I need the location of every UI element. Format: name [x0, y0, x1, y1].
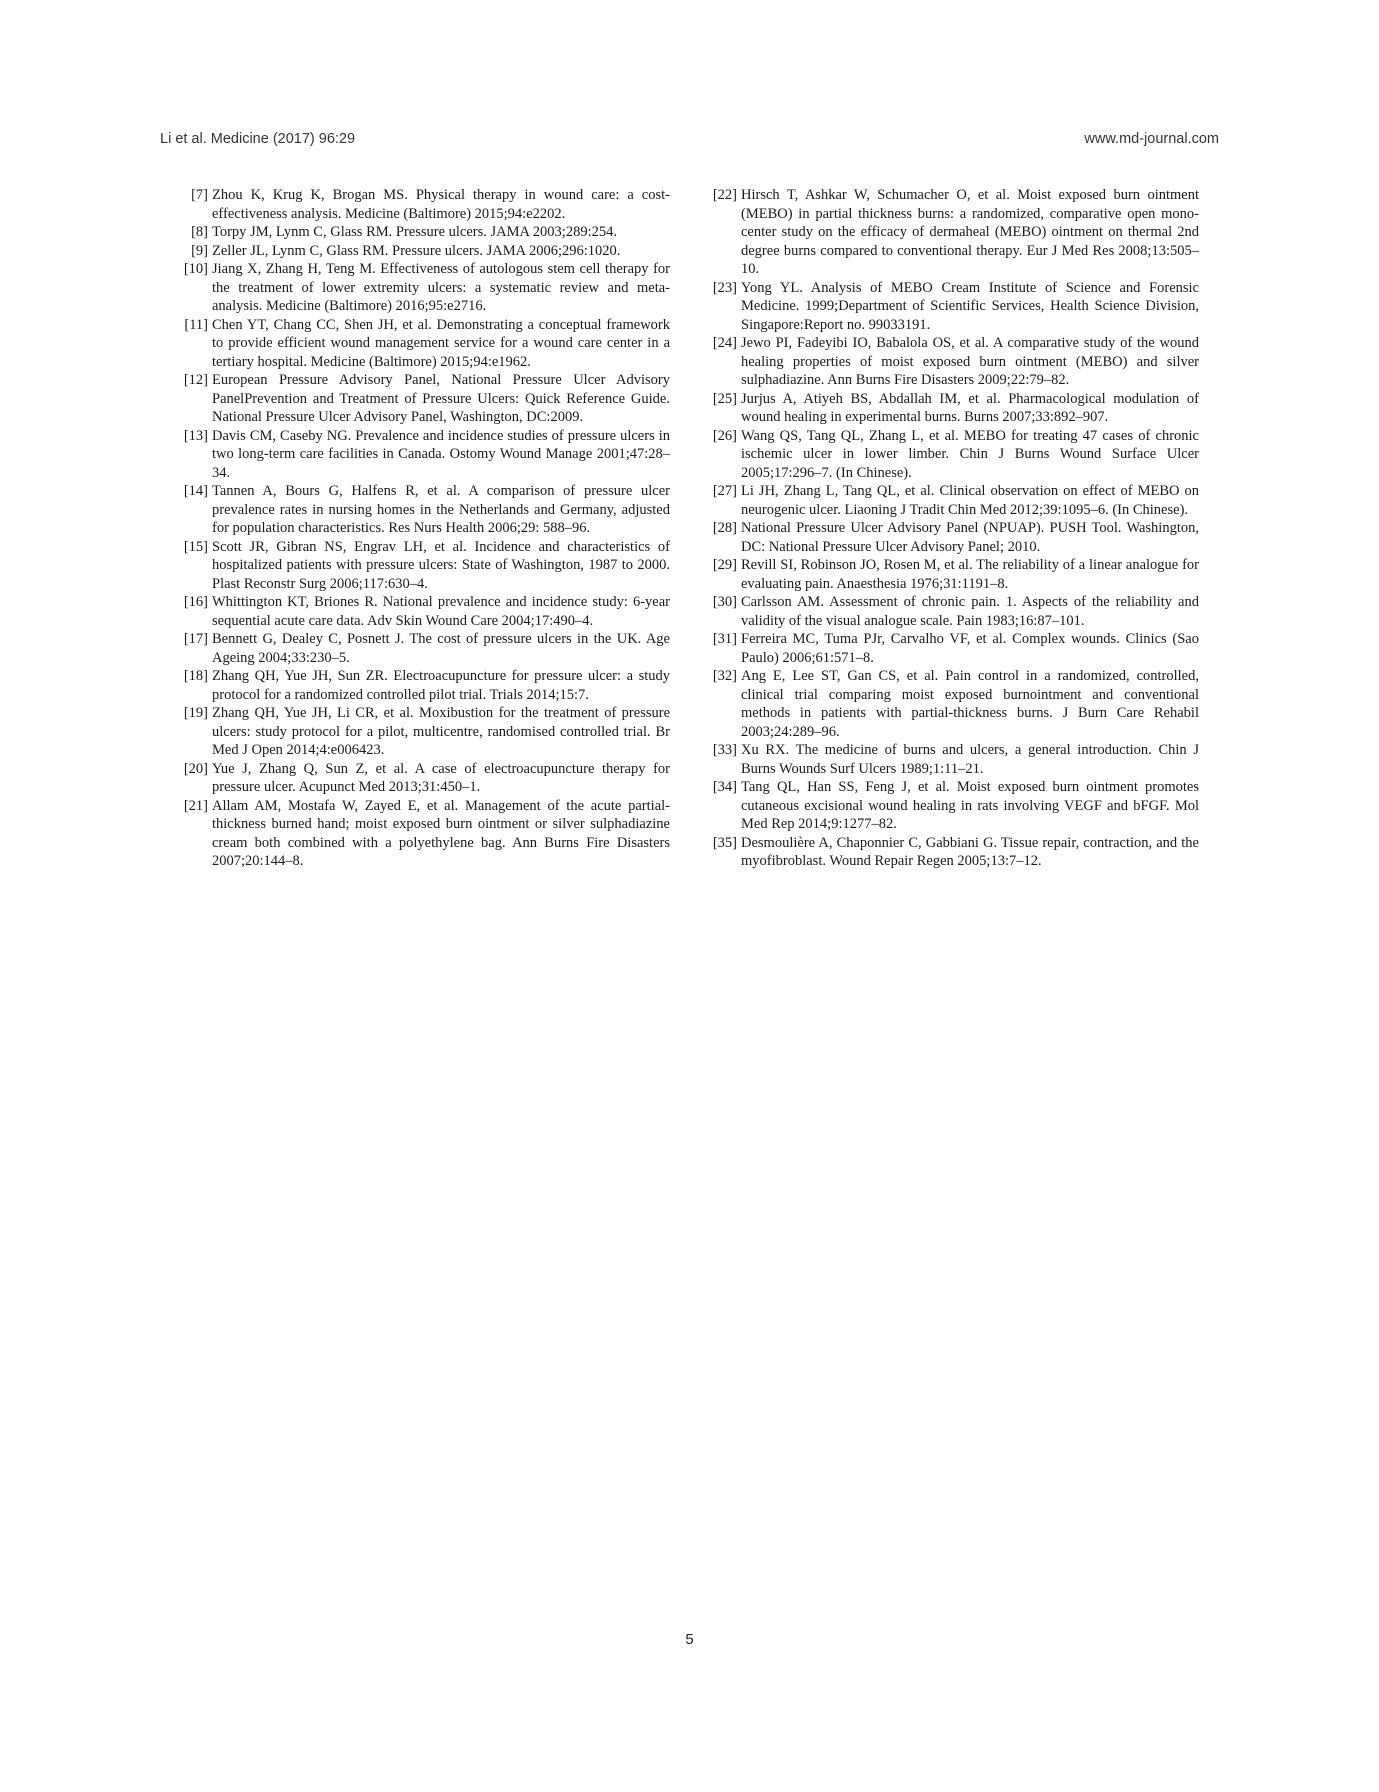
reference-item — [180, 667, 670, 704]
reference-item — [180, 760, 670, 797]
reference-number: [19] — [183, 705, 208, 721]
reference-text: Zhang QH, Yue JH, Li CR, et al. Moxibustion for the treatment of pressure ulcers: study protocol for a pilot, multicentre, randomised controlled trial. Br Med J Open 2014;4:e006423. — [212, 705, 670, 758]
reference-number: [22] — [712, 187, 737, 203]
reference-text: Chen YT, Chang CC, Shen JH, et al. Demonstrating a conceptual framework to provide efficient wound management service for a wound care center in a tertiary hospital. Medicine (Baltimore) 2015;94:e1962. — [212, 316, 670, 370]
reference-item — [709, 482, 1199, 519]
reference-number: [34] — [712, 779, 737, 795]
reference-item — [180, 797, 670, 871]
reference-item — [709, 741, 1199, 778]
reference-item — [180, 538, 670, 594]
reference-item — [709, 334, 1199, 390]
journal-url[interactable]: www.md-journal.com — [1084, 131, 1219, 147]
reference-number: [28] — [712, 520, 737, 536]
reference-number: [8] — [191, 224, 208, 240]
reference-number: [30] — [712, 594, 737, 610]
reference-text: Allam AM, Mostafa W, Zayed E, et al. Management of the acute partial-thickness burned hand; moist exposed burn ointment or silver sulphadiazine cream both combined with a polyethylene bag. Ann Burns Fire Disasters 2007;20:144–8. — [212, 797, 670, 869]
reference-item — [180, 242, 670, 261]
reference-number: [32] — [712, 668, 737, 684]
reference-item — [180, 186, 670, 223]
reference-number: [7] — [191, 187, 208, 203]
page-number: 5 — [685, 1631, 694, 1648]
page-header — [160, 131, 1219, 147]
reference-text: Jurjus A, Atiyeh BS, Abdallah IM, et al. Pharmacological modulation of wound healing in experimental burns. Burns 2007;33:892–907. — [741, 390, 1199, 425]
reference-item — [709, 390, 1199, 427]
reference-number: [11] — [184, 316, 208, 333]
running-head-citation: Li et al. Medicine (2017) 96:29 — [160, 131, 356, 147]
reference-number: [31] — [712, 631, 737, 647]
reference-text: Whittington KT, Briones R. National prevalence and incidence study: 6-year sequential acute care data. Adv Skin Wound Care 2004;17:490–4. — [212, 594, 670, 629]
reference-text: Ang E, Lee ST, Gan CS, et al. Pain control in a randomized, controlled, clinical trial comparing moist exposed burnointment and conventional methods in patients with partial-thickness burns. J Burn Care Rehabil 2003;24:289–96. — [741, 668, 1199, 740]
references-right-column — [709, 186, 1199, 871]
reference-number: [17] — [183, 631, 208, 647]
references-left-column — [180, 186, 670, 871]
reference-text: Hirsch T, Ashkar W, Schumacher O, et al. Moist exposed burn ointment (MEBO) in partial thickness burns: a randomized, comparative open mono-center study on the efficacy of dermaheal (MEBO) ointment on thermal 2nd degree burns compared to conventional therapy. Eur J Med Res 2008;13:505–10. — [741, 187, 1199, 277]
reference-text: Scott JR, Gibran NS, Engrav LH, et al. Incidence and characteristics of hospitalized patients with pressure ulcers: State of Washington, 1987 to 2000. Plast Reconstr Surg 2006;117:630–4. — [212, 538, 670, 592]
reference-text: Tannen A, Bours G, Halfens R, et al. A comparison of pressure ulcer prevalence rates in nursing homes in the Netherlands and Germany, adjusted for population characteristics. Res Nurs Health 2006;29: 588–96. — [212, 483, 670, 536]
reference-item — [709, 519, 1199, 556]
reference-text: Zhang QH, Yue JH, Sun ZR. Electroacupuncture for pressure ulcer: a study protocol for a randomized controlled pilot trial. Trials 2014;15:7. — [212, 668, 670, 703]
reference-item — [709, 834, 1199, 871]
reference-text: Yong YL. Analysis of MEBO Cream Institute of Science and Forensic Medicine. 1999;Department of Scientific Services, Health Science Division, Singapore:Report no. 99033191. — [741, 279, 1199, 333]
reference-text: Carlsson AM. Assessment of chronic pain. 1. Aspects of the reliability and validity of the visual analogue scale. Pain 1983;16:87–101. — [741, 594, 1199, 629]
reference-item — [709, 279, 1199, 335]
reference-text: Davis CM, Caseby NG. Prevalence and incidence studies of pressure ulcers in two long-term care facilities in Canada. Ostomy Wound Manage 2001;47:28–34. — [212, 427, 670, 481]
reference-item — [180, 630, 670, 667]
reference-item — [180, 316, 670, 372]
reference-item — [180, 593, 670, 630]
reference-text: Revill SI, Robinson JO, Rosen M, et al. The reliability of a linear analogue for evaluating pain. Anaesthesia 1976;31:1191–8. — [741, 557, 1199, 592]
reference-item — [180, 427, 670, 483]
reference-text: Jiang X, Zhang H, Teng M. Effectiveness of autologous stem cell therapy for the treatment of lower extremity ulcers: a systematic review and meta-analysis. Medicine (Baltimore) 2016;95:e2716. — [212, 261, 670, 314]
reference-number: [9] — [191, 242, 208, 259]
reference-text: Desmoulière A, Chaponnier C, Gabbiani G. Tissue repair, contraction, and the myofibroblast. Wound Repair Regen 2005;13:7–12. — [741, 834, 1199, 869]
reference-text: European Pressure Advisory Panel, National Pressure Ulcer Advisory PanelPrevention and Treatment of Pressure Ulcers: Quick Reference Guide. National Pressure Ulcer Advisory Panel, Washington, DC:2009. — [212, 372, 670, 425]
reference-number: [10] — [183, 261, 208, 277]
reference-item — [709, 186, 1199, 279]
reference-number: [35] — [712, 834, 737, 851]
reference-text: Ferreira MC, Tuma PJr, Carvalho VF, et al. Complex wounds. Clinics (Sao Paulo) 2006;61:571–8. — [741, 631, 1199, 666]
reference-text: Wang QS, Tang QL, Zhang L, et al. MEBO for treating 47 cases of chronic ischemic ulcer in lower limber. Chin J Burns Wound Surface Ulcer 2005;17:296–7. (In Chinese). — [741, 427, 1199, 481]
reference-text: Jewo PI, Fadeyibi IO, Babalola OS, et al. A comparative study of the wound healing properties of moist exposed burn ointment (MEBO) and silver sulphadiazine. Ann Burns Fire Disasters 2009;22:79–82. — [741, 335, 1199, 388]
reference-text: Torpy JM, Lynm C, Glass RM. Pressure ulcers. JAMA 2003;289:254. — [212, 224, 617, 240]
reference-number: [15] — [183, 538, 208, 555]
reference-number: [18] — [183, 668, 208, 684]
reference-text: Xu RX. The medicine of burns and ulcers, a general introduction. Chin J Burns Wounds Surf Ulcers 1989;1:11–21. — [741, 742, 1199, 777]
reference-number: [26] — [712, 427, 737, 444]
reference-number: [24] — [712, 335, 737, 351]
reference-number: [13] — [183, 427, 208, 444]
reference-item — [180, 260, 670, 316]
reference-number: [29] — [712, 557, 737, 573]
reference-number: [23] — [712, 279, 737, 296]
reference-item — [709, 778, 1199, 834]
reference-number: [33] — [712, 742, 737, 758]
reference-item — [709, 667, 1199, 741]
reference-item — [709, 427, 1199, 483]
reference-item — [709, 630, 1199, 667]
reference-number: [27] — [712, 483, 737, 499]
reference-text: Bennett G, Dealey C, Posnett J. The cost of pressure ulcers in the UK. Age Ageing 2004;33:230–5. — [212, 631, 670, 666]
reference-text: Tang QL, Han SS, Feng J, et al. Moist exposed burn ointment promotes cutaneous excisional wound healing in rats involving VEGF and bFGF. Mol Med Rep 2014;9:1277–82. — [741, 779, 1199, 832]
reference-number: [16] — [183, 594, 208, 610]
reference-text: Yue J, Zhang Q, Sun Z, et al. A case of electroacupuncture therapy for pressure ulcer. Acupunct Med 2013;31:450–1. — [212, 760, 670, 795]
reference-item — [180, 223, 670, 242]
reference-item — [709, 593, 1199, 630]
reference-item — [180, 371, 670, 427]
reference-text: National Pressure Ulcer Advisory Panel (NPUAP). PUSH Tool. Washington, DC: National Pressure Ulcer Advisory Panel; 2010. — [741, 520, 1199, 555]
reference-text: Zhou K, Krug K, Brogan MS. Physical therapy in wound care: a cost-effectiveness analysis. Medicine (Baltimore) 2015;94:e2202. — [212, 187, 670, 222]
reference-number: [14] — [183, 483, 208, 499]
reference-number: [20] — [183, 760, 208, 777]
reference-text: Li JH, Zhang L, Tang QL, et al. Clinical observation on effect of MEBO on neurogenic ulcer. Liaoning J Tradit Chin Med 2012;39:1095–6. (In Chinese). — [741, 483, 1199, 518]
reference-number: [21] — [183, 797, 208, 814]
reference-item — [180, 482, 670, 538]
reference-item — [709, 556, 1199, 593]
reference-item — [180, 704, 670, 760]
reference-number: [12] — [183, 372, 208, 388]
reference-text: Zeller JL, Lynm C, Glass RM. Pressure ulcers. JAMA 2006;296:1020. — [212, 242, 621, 259]
reference-number: [25] — [712, 390, 737, 407]
